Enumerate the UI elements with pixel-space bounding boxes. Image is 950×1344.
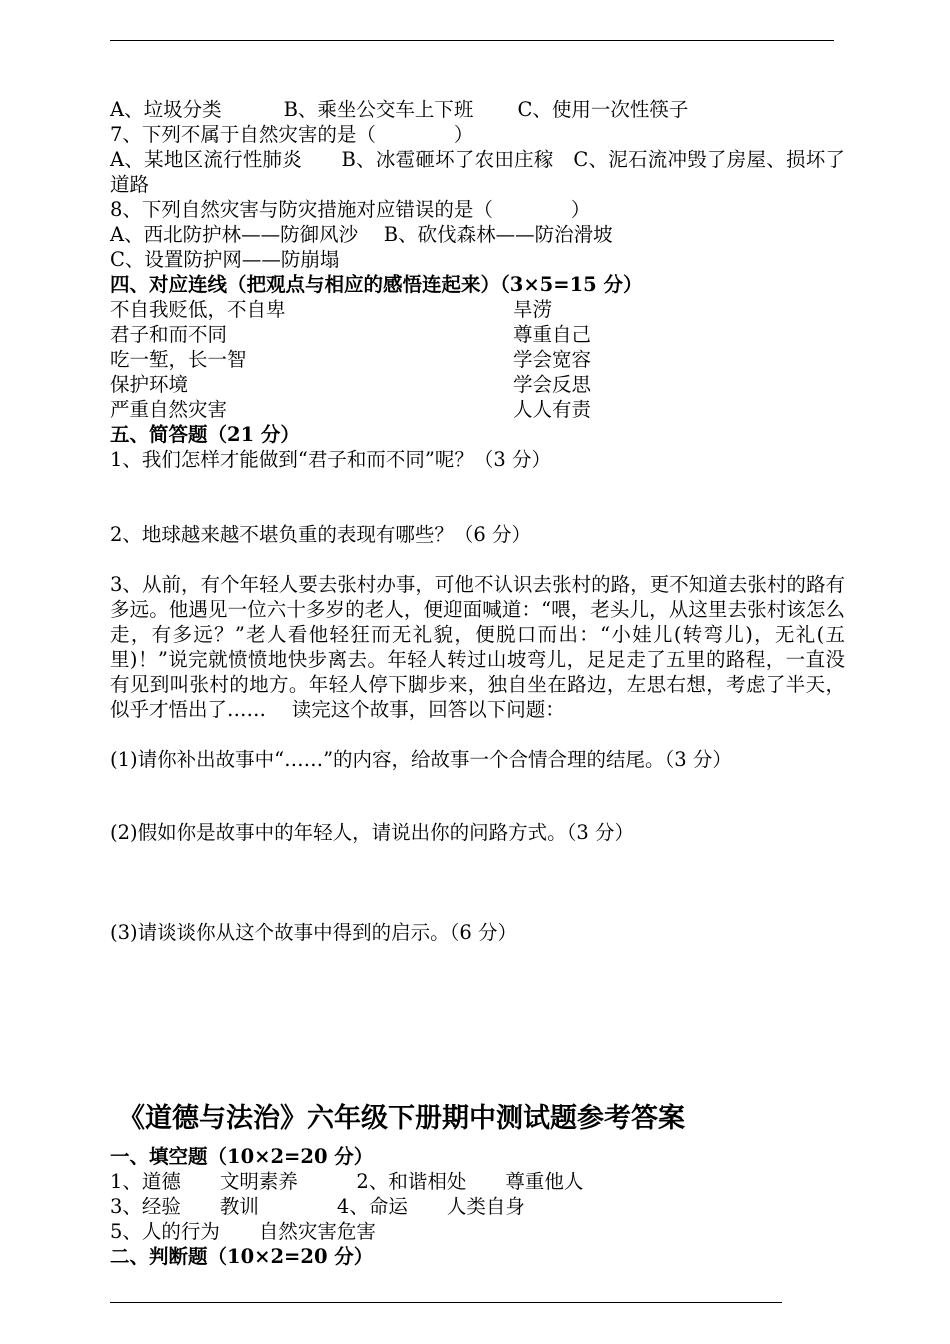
question-5-2: 2、地球越来越不堪负重的表现有哪些？（6 分） xyxy=(110,523,532,546)
section4-heading: 四、对应连线（把观点与相应的感悟连起来）（3×5=15 分） xyxy=(110,273,643,296)
match-right-item: 尊重自己 xyxy=(513,323,592,346)
question-5-1: 1、我们怎样才能做到“君子和而不同”呢？（3 分） xyxy=(110,448,551,471)
q7-stem: 7、下列不属于自然灾害的是（ ） xyxy=(110,123,474,146)
answer-section2-heading: 二、判断题（10×2=20 分） xyxy=(110,1245,374,1268)
match-right-item: 学会反思 xyxy=(513,373,592,396)
q6-option-a: A、垃圾分类 xyxy=(110,98,222,121)
answer-line: 3、经验 教训 4、命运 人类自身 xyxy=(110,1195,525,1218)
match-left-item: 君子和而不同 xyxy=(110,323,228,346)
match-left-item: 严重自然灾害 xyxy=(110,398,228,421)
q8-stem: 8、下列自然灾害与防灾措施对应错误的是（ ） xyxy=(110,198,591,221)
q8-options-line1: A、西北防护林——防御风沙 B、砍伐森林——防治滑坡 xyxy=(110,223,613,246)
answer-key-title: 《道德与法治》六年级下册期中测试题参考答案 xyxy=(118,1103,685,1134)
match-left-item: 保护环境 xyxy=(110,373,189,396)
question-5-3-2: (2)假如你是故事中的年轻人，请说出你的问路方式。（3 分） xyxy=(110,821,634,844)
question-5-3-3: (3)请谈谈你从这个故事中得到的启示。（6 分） xyxy=(110,921,517,944)
q6-option-c: C、使用一次性筷子 xyxy=(517,98,689,121)
answer-line: 1、道德 文明素养 2、和谐相处 尊重他人 xyxy=(110,1170,584,1193)
section5-heading: 五、简答题（21 分） xyxy=(110,423,300,446)
q8-options-line2: C、设置防护网——防崩塌 xyxy=(110,248,340,271)
match-left-item: 不自我贬低，不自卑 xyxy=(110,298,286,321)
match-left-item: 吃一堑，长一智 xyxy=(110,348,247,371)
q7-options: A、某地区流行性肺炎 B、冰雹砸坏了农田庄稼 C、泥石流冲毁了房屋、损坏了道路 xyxy=(110,148,845,196)
q6-options xyxy=(110,97,688,122)
answer-section1-heading: 一、填空题（10×2=20 分） xyxy=(110,1145,374,1168)
match-right-item: 学会宽容 xyxy=(513,348,592,371)
q6-option-b: B、乘坐公交车上下班 xyxy=(283,98,474,121)
question-5-3-story: 3、从前，有个年轻人要去张村办事，可他不认识去张村的路，更不知道去张村的路有多远。他遇见一位六十多岁的老人，便迎面喊道：“喂，老头儿，从这里去张村该怎么走，有多远？”老人看他轻狂而无礼貌，便脱口而出：“小娃儿(转弯儿)，无礼(五里)！”说完就愤愤地快步离去。年轻人转过山坡弯儿，足足走了五里的路程，一直没有见到叫张村的地方。年轻人停下脚步来，独自坐在路边，左思右想，考虑了半天，似乎才悟出了…… 读完这个故事，回答以下问题： xyxy=(110,573,845,721)
answer-line: 5、人的行为 自然灾害危害 xyxy=(110,1220,376,1243)
question-5-3-1: (1)请你补出故事中“……”的内容，给故事一个合情合理的结尾。（3 分） xyxy=(110,748,732,771)
match-right-item: 旱涝 xyxy=(513,298,553,321)
top-rule xyxy=(110,40,834,41)
bottom-rule xyxy=(110,1302,782,1303)
match-right-item: 人人有责 xyxy=(513,398,592,421)
